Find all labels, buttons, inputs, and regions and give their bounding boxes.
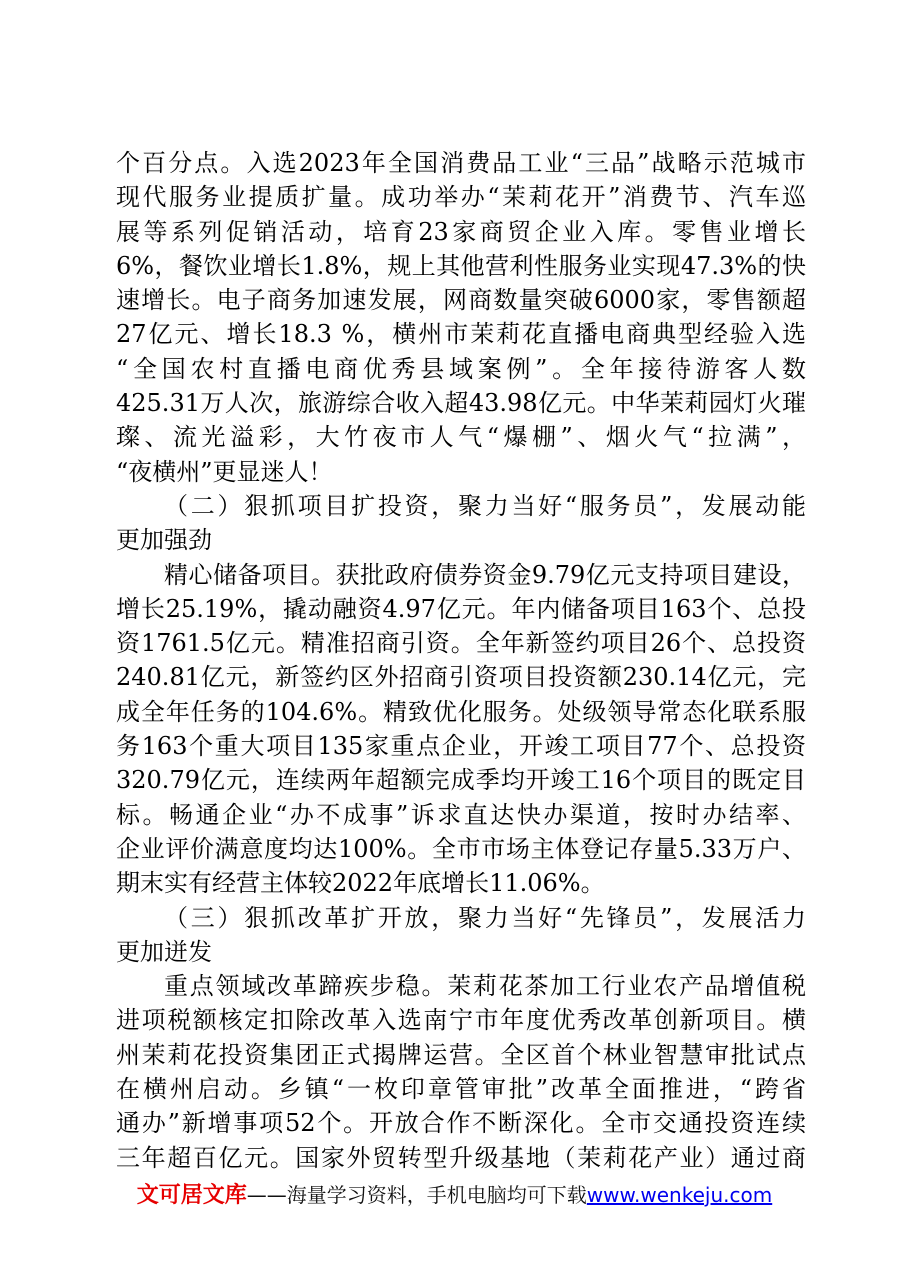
- body-text: [116, 146, 806, 1175]
- text-line: （二）狠抓项目扩投资，聚力当好“服务员”，发展动能: [164, 491, 806, 520]
- text-line: 展等系列促销活动，培育23家商贸企业入库。零售业增长: [116, 217, 806, 246]
- text-line: 三年超百亿元。国家外贸转型升级基地（茉莉花产业）通过商: [116, 1143, 806, 1172]
- text-line: 425.31万人次，旅游综合收入超43.98亿元。中华茉莉园灯火璀: [116, 389, 806, 418]
- text-line: 标。畅通企业“办不成事”诉求直达快办渠道，按时办结率、: [116, 800, 806, 829]
- text-line: 成全年任务的104.6%。精致优化服务。处级领导常态化联系服: [116, 697, 806, 726]
- footer-banner: [0, 1180, 909, 1211]
- text-line: 璨、流光溢彩，大竹夜市人气“爆棚”、烟火气“拉满”，: [116, 423, 806, 452]
- text-line: 6%，餐饮业增长1.8%，规上其他营利性服务业实现47.3%的快: [116, 251, 806, 280]
- text-line: 企业评价满意度均达100%。全市市场主体登记存量5.33万户、: [116, 834, 806, 863]
- footer-link[interactable]: www.wenkeju.com: [586, 1183, 773, 1207]
- text-line: 增长25.19%，撬动融资4.97亿元。年内储备项目163个、总投: [116, 594, 806, 623]
- text-line: 期末实有经营主体较2022年底增长11.06%。: [116, 869, 605, 898]
- text-line: 进项税额核定扣除改革入选南宁市年度优秀改革创新项目。横: [116, 1006, 806, 1035]
- text-line: 通办”新增事项52个。开放合作不断深化。全市交通投资连续: [116, 1109, 806, 1138]
- text-line: 更加迸发: [116, 937, 212, 966]
- text-line: 27亿元、增长18.3 %，横州市茉莉花直播电商典型经验入选: [116, 320, 806, 349]
- text-line: 更加强劲: [116, 526, 212, 555]
- text-line: 240.81亿元，新签约区外招商引资项目投资额230.14亿元，完: [116, 663, 806, 692]
- text-line: 州茉莉花投资集团正式揭牌运营。全区首个林业智慧审批试点: [116, 1040, 806, 1069]
- text-line: 资1761.5亿元。精准招商引资。全年新签约项目26个、总投资: [116, 629, 806, 658]
- text-line: 320.79亿元，连续两年超额完成季均开竣工16个项目的既定目: [116, 766, 806, 795]
- text-line: 在横州启动。乡镇“一枚印章管审批”改革全面推进，“跨省: [116, 1075, 806, 1104]
- footer-brand: 文可居文库: [136, 1183, 247, 1208]
- text-line: 务163个重大项目135家重点企业，开竣工项目77个、总投资: [116, 732, 806, 761]
- text-line: 重点领域改革蹄疾步稳。茉莉花茶加工行业农产品增值税: [164, 972, 806, 1001]
- text-line: 速增长。电子商务加速发展，网商数量突破6000家，零售额超: [116, 286, 806, 315]
- text-line: （三）狠抓改革扩开放，聚力当好“先锋员”，发展活力: [164, 903, 806, 932]
- text-line: 精心储备项目。获批政府债券资金9.79亿元支持项目建设，: [164, 560, 806, 589]
- footer-slogan: ——海量学习资料，手机电脑均可下载: [246, 1183, 587, 1207]
- text-line: 个百分点。入选2023年全国消费品工业“三品”战略示范城市: [116, 149, 806, 177]
- text-line: “全国农村直播电商优秀县域案例”。全年接待游客人数: [116, 354, 806, 383]
- text-line: 现代服务业提质扩量。成功举办“茉莉花开”消费节、汽车巡: [116, 183, 806, 212]
- text-line: “夜横州”更显迷人！: [116, 457, 333, 486]
